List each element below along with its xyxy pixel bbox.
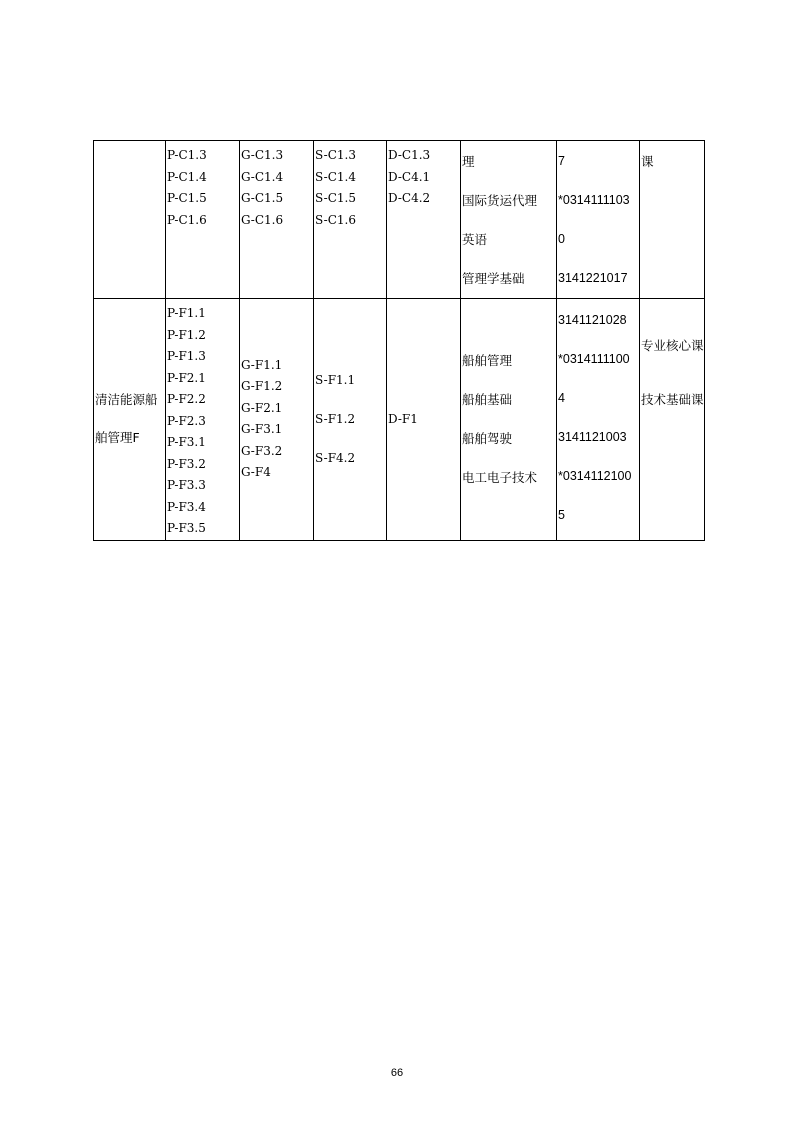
s-code: S-C1.5 xyxy=(315,191,356,205)
s-code: S-C1.4 xyxy=(315,169,356,184)
table-row xyxy=(94,299,705,541)
d-code: D-C4.2 xyxy=(388,191,431,205)
d-codes-cell xyxy=(387,299,461,541)
course-number: 5 xyxy=(558,508,565,522)
s-code: S-C1.3 xyxy=(315,148,356,162)
s-code: S-F1.2 xyxy=(315,411,356,426)
d-code: D-C1.3 xyxy=(388,148,431,162)
g-code: G-C1.3 xyxy=(241,148,284,162)
g-codes-cell xyxy=(240,299,314,541)
course-number: *0314111103 xyxy=(558,193,630,207)
course-number: 7 xyxy=(558,154,565,168)
p-code: P-C1.3 xyxy=(167,148,207,162)
courses-cell xyxy=(461,141,557,299)
p-code: P-F3.3 xyxy=(167,478,206,492)
course-name: 船舶基础 xyxy=(462,392,513,408)
p-code: P-F1.3 xyxy=(167,349,206,363)
course-name: 船舶管理 xyxy=(462,353,513,369)
course-type-cell xyxy=(640,141,705,299)
course-type-cell xyxy=(640,299,705,541)
d-codes-cell xyxy=(387,141,461,299)
table-row xyxy=(94,141,705,299)
p-code: P-F2.3 xyxy=(167,413,206,428)
p-codes-cell xyxy=(166,299,240,541)
course-number: 3141121028 xyxy=(558,313,627,327)
course-name: 船舶驾驶 xyxy=(462,431,513,447)
course-number: 4 xyxy=(558,391,565,405)
p-code: P-C1.6 xyxy=(167,212,207,227)
g-code: G-C1.5 xyxy=(241,191,284,205)
g-code: G-F3.2 xyxy=(241,443,283,458)
course-number: 3141121003 xyxy=(558,430,627,444)
p-code: P-F2.2 xyxy=(167,392,206,406)
course-type: 课 xyxy=(641,154,654,169)
s-code: S-F1.1 xyxy=(315,372,356,387)
g-code: G-F2.1 xyxy=(241,400,283,415)
p-code: P-F1.2 xyxy=(167,327,206,342)
course-name: 管理学基础 xyxy=(462,271,525,286)
program-name: 舶管理F xyxy=(95,430,140,446)
course-numbers-cell xyxy=(557,299,640,541)
course-type: 技术基础课 xyxy=(641,392,704,407)
course-number: 3141221017 xyxy=(558,271,628,285)
page-number: 66 xyxy=(390,1067,404,1079)
g-code: G-F3.1 xyxy=(241,422,283,437)
curriculum-table xyxy=(93,140,705,541)
g-code: G-F1.1 xyxy=(241,357,283,372)
g-code: G-F1.2 xyxy=(241,379,283,394)
course-name: 国际货运代理 xyxy=(462,193,538,208)
course-type: 专业核心课 xyxy=(641,338,704,353)
g-codes-cell xyxy=(240,141,314,299)
program-name-cell xyxy=(94,299,166,541)
p-code: P-F3.2 xyxy=(167,456,206,471)
d-code: D-C4.1 xyxy=(388,169,431,184)
course-name: 理 xyxy=(462,154,475,169)
course-name: 电工电子技术 xyxy=(462,470,538,486)
course-number: *0314111100 xyxy=(558,352,630,366)
course-name: 英语 xyxy=(462,232,488,247)
p-code: P-F3.4 xyxy=(167,499,206,514)
p-codes-cell xyxy=(166,141,240,299)
program-name: 清洁能源船 xyxy=(95,392,158,408)
course-number: 0 xyxy=(558,232,565,246)
s-code: S-C1.6 xyxy=(315,212,356,227)
s-codes-cell xyxy=(314,141,387,299)
g-code: G-F4 xyxy=(241,465,271,480)
p-code: P-F3.5 xyxy=(167,521,206,535)
d-code: D-F1 xyxy=(388,411,418,426)
p-code: P-F3.1 xyxy=(167,435,206,449)
p-code: P-F1.1 xyxy=(167,306,206,320)
program-name-cell xyxy=(94,141,166,299)
p-code: P-F2.1 xyxy=(167,370,206,385)
courses-cell xyxy=(461,299,557,541)
p-code: P-C1.5 xyxy=(167,191,207,205)
s-code: S-F4.2 xyxy=(315,450,356,465)
course-numbers-cell xyxy=(557,141,640,299)
s-codes-cell xyxy=(314,299,387,541)
p-code: P-C1.4 xyxy=(167,169,207,184)
g-code: G-C1.6 xyxy=(241,212,284,227)
course-number: *0314112100 xyxy=(558,469,632,483)
g-code: G-C1.4 xyxy=(241,169,284,184)
